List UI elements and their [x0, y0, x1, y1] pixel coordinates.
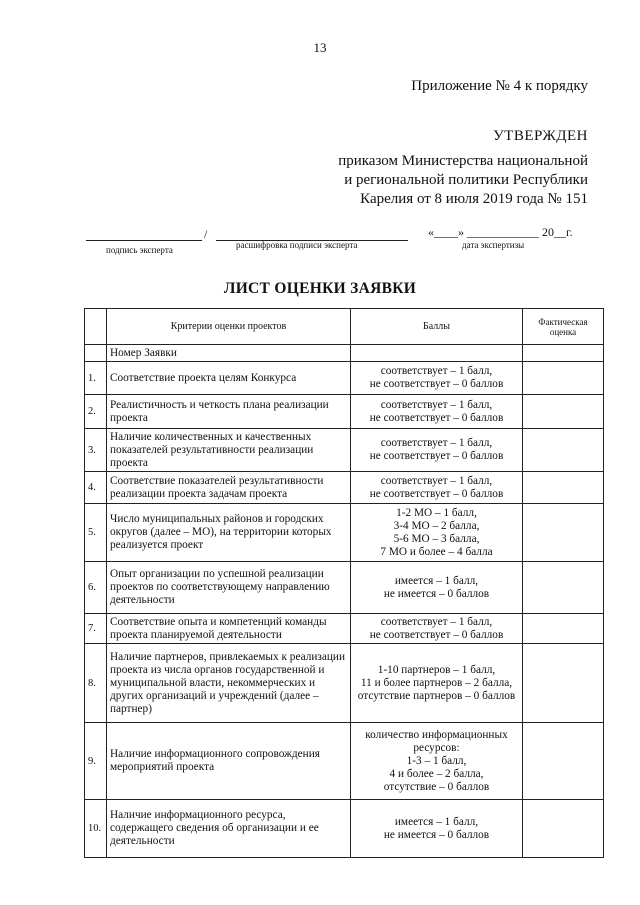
score-line: отсутствие партнеров – 0 баллов [357, 689, 516, 702]
score-line: 1-10 партнеров – 1 балл, [377, 663, 496, 676]
score-line: соответствует – 1 балл, [380, 474, 493, 487]
score-cell [351, 504, 523, 562]
table-header-row [85, 309, 604, 345]
score-line: не соответствует – 0 баллов [369, 450, 504, 462]
row-number: 10. [85, 800, 107, 858]
criterion-cell: Соответствие проекта целям Конкурса [107, 362, 351, 395]
header-actual-score: Фактическая оценка [523, 309, 604, 345]
score-line: 3-4 МО – 2 балла, [393, 519, 480, 532]
score-line: отсутствие – 0 баллов [383, 780, 490, 793]
evaluation-table [84, 308, 604, 858]
table-row [85, 429, 604, 472]
order-line: приказом Министерства национальной [338, 153, 588, 169]
score-cell [351, 395, 523, 429]
score-line: соответствует – 1 балл, [380, 398, 493, 411]
criterion-cell: Наличие информационного сопровождения мероприятий проекта [107, 723, 351, 800]
actual-score-cell [523, 362, 604, 395]
header-number-cell [85, 309, 107, 345]
criterion-cell: Наличие информационного ресурса, содержащего сведения об организации и ее деятельности [107, 800, 351, 858]
row-number: 4. [85, 472, 107, 504]
actual-score-cell [523, 562, 604, 614]
row-number: 7. [85, 614, 107, 644]
actual-score-cell [523, 395, 604, 429]
score-line: не соответствует – 0 баллов [369, 378, 504, 390]
document-title: ЛИСТ ОЦЕНКИ ЗАЯВКИ [223, 280, 417, 297]
score-line: не соответствует – 0 баллов [369, 628, 504, 641]
application-number-value [351, 345, 523, 362]
expertise-date-caption: дата экспертизы [462, 240, 525, 250]
application-number-label: Номер Заявки [107, 345, 351, 362]
approval-order-text [338, 152, 588, 209]
score-cell [351, 472, 523, 504]
criterion-cell: Наличие партнеров, привлекаемых к реализации проекта из числа органов государственной и муниципальной власти, некоммерческих и других организаций и учреждений (далее – партнер) [107, 644, 351, 723]
score-line: не имеется – 0 баллов [383, 828, 490, 841]
score-line: соответствует – 1 балл, [380, 365, 493, 377]
row-number: 5. [85, 504, 107, 562]
table-row [85, 395, 604, 429]
actual-score-cell [523, 472, 604, 504]
score-cell [351, 723, 523, 800]
row-number: 6. [85, 562, 107, 614]
table-row [85, 362, 604, 395]
criterion-cell: Наличие количественных и качественных показателей результативности реализации проекта [107, 429, 351, 472]
score-line: 1-3 – 1 балл, [406, 754, 467, 767]
order-line: Карелия от 8 июля 2019 года № 151 [360, 191, 588, 207]
row-number: 8. [85, 644, 107, 723]
score-line: 7 МО и более – 4 балла [380, 545, 493, 558]
score-cell [351, 562, 523, 614]
header-score: Баллы [351, 309, 523, 345]
score-line: не соответствует – 0 баллов [369, 411, 504, 424]
table-row [85, 504, 604, 562]
table-row [85, 800, 604, 858]
expertise-date-field: «____» ____________ 20__г. [428, 225, 573, 239]
criterion-cell: Число муниципальных районов и городских округов (далее – МО), на территории которых реализуется проект [107, 504, 351, 562]
actual-score-cell [523, 429, 604, 472]
score-line: 1-2 МО – 1 балл, [396, 506, 477, 519]
row-number: 3. [85, 429, 107, 472]
application-number-row [85, 345, 604, 362]
actual-score-cell [523, 800, 604, 858]
criterion-cell: Реалистичность и четкость плана реализации проекта [107, 395, 351, 429]
actual-score-cell [523, 723, 604, 800]
table-row [85, 723, 604, 800]
page-number: 13 [313, 40, 327, 55]
score-cell [351, 429, 523, 472]
table-row [85, 644, 604, 723]
actual-score-cell [523, 614, 604, 644]
score-line: соответствует – 1 балл, [380, 615, 493, 628]
row-number: 9. [85, 723, 107, 800]
score-line: не имеется – 0 баллов [383, 587, 490, 600]
signature-decoding-caption: расшифровка подписи эксперта [236, 240, 358, 250]
approved-label: УТВЕРЖДЕН [493, 128, 588, 144]
header-criteria: Критерии оценки проектов [107, 309, 351, 345]
criterion-cell: Соответствие показателей результативности реализации проекта задачам проекта [107, 472, 351, 504]
score-cell [351, 800, 523, 858]
signature-line [86, 240, 202, 241]
score-line: количество информационных ресурсов: [365, 728, 508, 754]
row-number: 2. [85, 395, 107, 429]
score-line: 11 и более партнеров – 2 балла, [360, 676, 513, 689]
actual-score-cell [523, 644, 604, 723]
score-line: соответствует – 1 балл, [380, 437, 493, 449]
signature-slash: / [204, 227, 208, 241]
score-line: имеется – 1 балл, [394, 574, 479, 587]
table-row [85, 614, 604, 644]
expert-signature-caption: подпись эксперта [106, 245, 173, 255]
appendix-label: Приложение № 4 к порядку [411, 78, 588, 94]
criterion-cell: Опыт организации по успешной реализации проектов по соответствующему направлению деятельности [107, 562, 351, 614]
actual-score-cell [523, 504, 604, 562]
score-line: 4 и более – 2 балла, [389, 767, 484, 780]
order-line: и региональной политики Республики [344, 172, 588, 188]
application-number-blank [85, 345, 107, 362]
score-cell [351, 644, 523, 723]
score-cell [351, 362, 523, 395]
table-row [85, 472, 604, 504]
score-line: 5-6 МО – 3 балла, [393, 532, 480, 545]
row-number: 1. [85, 362, 107, 395]
table-row [85, 562, 604, 614]
criterion-cell: Соответствие опыта и компетенций команды проекта планируемой деятельности [107, 614, 351, 644]
score-cell [351, 614, 523, 644]
application-number-extra [523, 345, 604, 362]
score-line: не соответствует – 0 баллов [369, 487, 504, 500]
score-line: имеется – 1 балл, [394, 815, 479, 828]
